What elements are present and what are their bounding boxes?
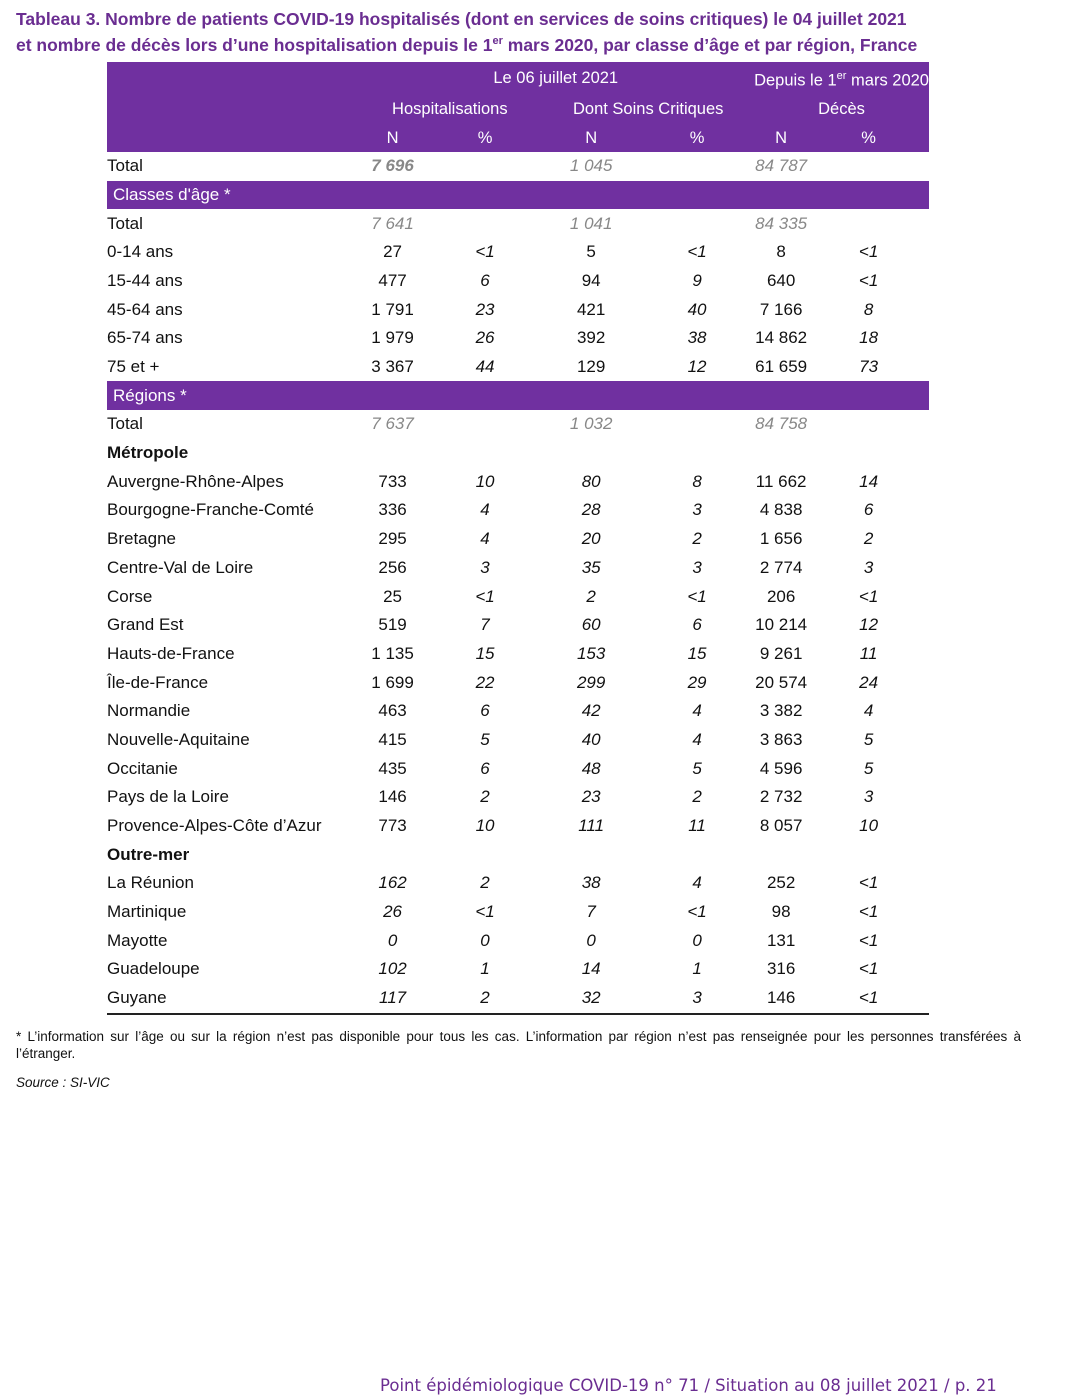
title-line-2: et nombre de décès lors d’une hospitalisation depuis le 1er mars 2020, par classe d’âge et par région, France bbox=[16, 34, 918, 55]
deces-n-cell: 84 758 bbox=[755, 414, 808, 434]
deces-n-cell: 84 787 bbox=[755, 156, 808, 176]
subgroup-outremer bbox=[107, 840, 929, 869]
hosp-n-cell: 295 bbox=[378, 529, 407, 549]
sc-pct-cell: 0 bbox=[692, 930, 702, 950]
sc-pct-cell: 2 bbox=[692, 787, 702, 807]
header-deces: Décès bbox=[754, 95, 929, 124]
page-footer: Point épidémiologique COVID-19 n° 71 / Situation au 08 juillet 2021 / p. 21 bbox=[380, 1376, 997, 1395]
deces-n-cell: 4 596 bbox=[759, 758, 803, 778]
section-regions bbox=[107, 381, 929, 410]
table-row bbox=[107, 668, 929, 697]
deces-pct-cell: <1 bbox=[858, 873, 879, 893]
deces-pct-cell: 8 bbox=[863, 299, 874, 319]
row-label: Total bbox=[107, 414, 143, 434]
deces-pct-cell: 18 bbox=[859, 328, 879, 348]
deces-pct-cell: <1 bbox=[808, 984, 929, 1014]
sc-n-cell: 129 bbox=[576, 357, 606, 377]
table-row bbox=[107, 640, 929, 669]
table-row bbox=[107, 926, 929, 955]
deces-pct-cell bbox=[808, 152, 929, 181]
row-label: Pays de la Loire bbox=[107, 787, 229, 807]
row-label: 0-14 ans bbox=[107, 242, 174, 262]
hosp-n-cell: 102 bbox=[378, 959, 407, 979]
deces-pct-cell: 5 bbox=[863, 758, 874, 778]
deces-pct-cell: 6 bbox=[863, 500, 874, 520]
sc-n-cell: 421 bbox=[576, 299, 606, 319]
deces-pct-cell: 11 bbox=[859, 643, 878, 663]
header-col-n: N bbox=[542, 123, 640, 152]
hosp-pct-cell: <1 bbox=[475, 586, 495, 606]
hosp-n-cell: 1 791 bbox=[371, 299, 414, 319]
header-row-groups bbox=[107, 95, 929, 124]
table-row bbox=[107, 554, 929, 583]
sc-n-cell: 80 bbox=[581, 471, 601, 491]
hosp-pct-cell: 2 bbox=[480, 787, 490, 807]
hosp-pct-cell: 6 bbox=[480, 758, 490, 778]
table-row bbox=[107, 697, 929, 726]
hosp-pct-cell: 1 bbox=[480, 959, 490, 979]
deces-pct-cell: <1 bbox=[858, 242, 879, 262]
row-label: Martinique bbox=[107, 902, 187, 922]
hosp-n-cell: 463 bbox=[378, 701, 407, 721]
row-label: Bretagne bbox=[107, 529, 176, 549]
deces-pct-cell: 24 bbox=[859, 672, 879, 692]
sc-pct-cell bbox=[640, 410, 754, 439]
table-row bbox=[107, 984, 929, 1014]
hosp-pct-cell: 2 bbox=[480, 873, 490, 893]
header-period-1: Le 06 juillet 2021 bbox=[357, 62, 754, 95]
data-table bbox=[107, 62, 929, 1015]
deces-n-cell: 2 774 bbox=[759, 557, 803, 577]
hosp-n-cell: 477 bbox=[378, 270, 407, 290]
source-note: Source : SI-VIC bbox=[16, 1075, 110, 1090]
hosp-n-cell: 773 bbox=[378, 816, 407, 836]
sc-pct-cell: 12 bbox=[687, 357, 707, 377]
hosp-pct-cell: <1 bbox=[475, 242, 495, 262]
subgroup-label: Outre-mer bbox=[107, 844, 190, 864]
sc-n-cell: 2 bbox=[586, 586, 596, 606]
row-label: La Réunion bbox=[107, 873, 194, 893]
section-label: Régions * bbox=[107, 381, 929, 410]
sc-n-cell: 111 bbox=[578, 816, 605, 836]
deces-n-cell: 4 838 bbox=[759, 500, 803, 520]
deces-pct-cell: 4 bbox=[863, 701, 874, 721]
sc-pct-cell bbox=[640, 152, 754, 181]
hosp-pct-cell: 6 bbox=[480, 701, 490, 721]
sc-pct-cell: 3 bbox=[692, 500, 702, 520]
row-label: 65-74 ans bbox=[107, 328, 183, 348]
deces-n-cell: 2 732 bbox=[759, 787, 803, 807]
table-row bbox=[107, 869, 929, 898]
sc-n-cell: 7 bbox=[586, 902, 596, 922]
row-label: Grand Est bbox=[107, 615, 184, 635]
hosp-n-cell: 162 bbox=[378, 873, 407, 893]
deces-n-cell: 20 574 bbox=[755, 672, 808, 692]
hosp-n-cell: 733 bbox=[378, 471, 407, 491]
hosp-pct-cell: 26 bbox=[475, 328, 495, 348]
deces-pct-cell: 14 bbox=[859, 471, 879, 491]
sc-n-cell: 153 bbox=[576, 643, 606, 663]
deces-n-cell: 98 bbox=[771, 902, 791, 922]
table-row bbox=[107, 353, 929, 382]
hosp-n-cell: 7 696 bbox=[371, 156, 414, 176]
deces-n-cell: 146 bbox=[754, 984, 808, 1014]
table-row bbox=[107, 898, 929, 927]
deces-n-cell: 7 166 bbox=[759, 299, 803, 319]
deces-pct-cell: <1 bbox=[858, 270, 879, 290]
deces-pct-cell: 73 bbox=[859, 357, 879, 377]
hosp-pct-cell: 3 bbox=[480, 557, 490, 577]
row-label: Mayotte bbox=[107, 930, 168, 950]
deces-pct-cell: 3 bbox=[863, 787, 874, 807]
deces-pct-cell bbox=[808, 209, 929, 238]
row-label: 75 et + bbox=[107, 357, 160, 377]
sc-pct-cell bbox=[640, 209, 754, 238]
hosp-pct-cell: 5 bbox=[480, 729, 490, 749]
hosp-n-cell: 117 bbox=[357, 984, 427, 1014]
deces-n-cell: 61 659 bbox=[755, 357, 808, 377]
sc-n-cell: 0 bbox=[586, 930, 596, 950]
sc-n-cell: 28 bbox=[581, 500, 601, 520]
sc-pct-cell: 11 bbox=[688, 816, 706, 836]
sc-n-cell: 5 bbox=[586, 242, 596, 262]
deces-n-cell: 9 261 bbox=[759, 643, 803, 663]
hosp-pct-cell: 22 bbox=[475, 672, 495, 692]
page-title bbox=[16, 8, 1066, 56]
table-row bbox=[107, 812, 929, 841]
deces-pct-cell bbox=[808, 410, 929, 439]
sc-pct-cell: 8 bbox=[692, 471, 702, 491]
subgroup-label: Métropole bbox=[107, 443, 189, 463]
hosp-pct-cell bbox=[428, 209, 543, 238]
table-row bbox=[107, 295, 929, 324]
table-row bbox=[107, 238, 929, 267]
hosp-n-cell: 1 979 bbox=[371, 328, 414, 348]
row-label: Total bbox=[107, 156, 143, 176]
table-row bbox=[107, 582, 929, 611]
sc-n-cell: 60 bbox=[581, 615, 601, 635]
sc-pct-cell: <1 bbox=[687, 242, 707, 262]
deces-n-cell: 316 bbox=[766, 959, 796, 979]
table-row bbox=[107, 955, 929, 984]
row-label: Occitanie bbox=[107, 758, 178, 778]
row-label: Nouvelle-Aquitaine bbox=[107, 729, 250, 749]
sc-pct-cell: 3 bbox=[692, 557, 702, 577]
row-label: Provence-Alpes-Côte d’Azur bbox=[107, 816, 322, 836]
row-label: Centre-Val de Loire bbox=[107, 557, 254, 577]
hosp-pct-cell: 0 bbox=[480, 930, 490, 950]
hosp-n-cell: 27 bbox=[383, 242, 403, 262]
total-row bbox=[107, 209, 929, 238]
hosp-n-cell: 25 bbox=[383, 586, 403, 606]
hosp-pct-cell: <1 bbox=[475, 902, 495, 922]
deces-n-cell: 252 bbox=[766, 873, 796, 893]
subgroup-metropole bbox=[107, 439, 929, 468]
deces-n-cell: 3 382 bbox=[759, 701, 803, 721]
header-col-pct: % bbox=[808, 123, 929, 152]
row-label: 45-64 ans bbox=[107, 299, 183, 319]
deces-n-cell: 84 335 bbox=[755, 213, 808, 233]
header-hospitalisations: Hospitalisations bbox=[357, 95, 542, 124]
sc-n-cell: 1 032 bbox=[569, 414, 613, 434]
sc-pct-cell: 1 bbox=[692, 959, 702, 979]
header-soins-critiques: Dont Soins Critiques bbox=[542, 95, 754, 124]
hosp-pct-cell: 44 bbox=[475, 357, 495, 377]
sc-pct-cell: 4 bbox=[692, 729, 702, 749]
deces-n-cell: 10 214 bbox=[755, 615, 808, 635]
hosp-n-cell: 1 699 bbox=[371, 672, 414, 692]
hosp-n-cell: 415 bbox=[378, 729, 407, 749]
sc-pct-cell: 3 bbox=[640, 984, 754, 1014]
header-row-columns bbox=[107, 123, 929, 152]
deces-n-cell: 131 bbox=[766, 930, 796, 950]
sc-pct-cell: 40 bbox=[687, 299, 707, 319]
deces-n-cell: 8 bbox=[776, 242, 786, 262]
footnote: * L’information sur l’âge ou sur la région n’est pas disponible pour tous les cas. L’information par région n’est pas renseignée pour les personnes transférées à l’étranger. bbox=[16, 1029, 1021, 1061]
sc-pct-cell: 6 bbox=[692, 615, 702, 635]
deces-pct-cell: 10 bbox=[859, 816, 879, 836]
row-label: 15-44 ans bbox=[107, 270, 183, 290]
hosp-pct-cell: 23 bbox=[475, 299, 495, 319]
row-label: Total bbox=[107, 213, 143, 233]
header-col-pct: % bbox=[428, 123, 543, 152]
sc-n-cell: 38 bbox=[581, 873, 601, 893]
section-age bbox=[107, 181, 929, 210]
table-row bbox=[107, 324, 929, 353]
hosp-n-cell: 336 bbox=[378, 500, 407, 520]
table-row bbox=[107, 467, 929, 496]
hosp-n-cell: 146 bbox=[378, 787, 407, 807]
deces-n-cell: 3 863 bbox=[759, 729, 803, 749]
hosp-n-cell: 435 bbox=[378, 758, 407, 778]
sc-n-cell: 1 041 bbox=[569, 213, 613, 233]
row-label: Guyane bbox=[107, 984, 357, 1014]
sc-pct-cell: 15 bbox=[687, 643, 707, 663]
hosp-pct-cell: 4 bbox=[480, 529, 490, 549]
sc-n-cell: 20 bbox=[581, 529, 601, 549]
deces-pct-cell: 3 bbox=[863, 557, 874, 577]
row-label: Normandie bbox=[107, 701, 191, 721]
hosp-pct-cell: 2 bbox=[428, 984, 543, 1014]
table-row bbox=[107, 496, 929, 525]
row-label: Île-de-France bbox=[107, 672, 209, 692]
deces-n-cell: 1 656 bbox=[759, 529, 803, 549]
sc-pct-cell: 4 bbox=[692, 873, 702, 893]
sc-pct-cell: <1 bbox=[687, 586, 707, 606]
sc-pct-cell: 4 bbox=[692, 701, 702, 721]
deces-pct-cell: <1 bbox=[858, 586, 879, 606]
deces-pct-cell: <1 bbox=[858, 930, 879, 950]
sc-n-cell: 299 bbox=[576, 672, 606, 692]
header-col-n: N bbox=[357, 123, 427, 152]
table-row bbox=[107, 525, 929, 554]
hosp-pct-cell: 15 bbox=[475, 643, 495, 663]
sc-n-cell: 32 bbox=[542, 984, 640, 1014]
hosp-pct-cell: 10 bbox=[475, 816, 495, 836]
deces-pct-cell: 12 bbox=[859, 615, 879, 635]
table-row bbox=[107, 754, 929, 783]
row-label: Guadeloupe bbox=[107, 959, 200, 979]
title-line-1: Tableau 3. Nombre de patients COVID-19 hospitalisés (dont en services de soins critiques) le 04 juillet 2021 bbox=[16, 9, 907, 29]
hosp-pct-cell bbox=[428, 410, 543, 439]
hosp-pct-cell: 6 bbox=[480, 270, 490, 290]
deces-pct-cell: 2 bbox=[863, 529, 874, 549]
sc-n-cell: 40 bbox=[581, 729, 601, 749]
sc-n-cell: 1 045 bbox=[569, 156, 613, 176]
sc-pct-cell: 9 bbox=[692, 270, 702, 290]
header-period-2: Depuis le 1er mars 2020 bbox=[754, 62, 929, 95]
hosp-n-cell: 3 367 bbox=[371, 357, 414, 377]
sc-pct-cell: <1 bbox=[687, 902, 707, 922]
hosp-n-cell: 519 bbox=[378, 615, 407, 635]
sc-n-cell: 48 bbox=[581, 758, 601, 778]
sc-pct-cell: 38 bbox=[687, 328, 707, 348]
hosp-pct-cell: 7 bbox=[480, 615, 490, 635]
deces-n-cell: 14 862 bbox=[755, 328, 808, 348]
deces-n-cell: 11 662 bbox=[755, 471, 807, 491]
sc-n-cell: 392 bbox=[576, 328, 606, 348]
table-row bbox=[107, 611, 929, 640]
row-label: Corse bbox=[107, 586, 153, 606]
sc-pct-cell: 5 bbox=[692, 758, 702, 778]
hosp-n-cell: 256 bbox=[378, 557, 407, 577]
total-row bbox=[107, 410, 929, 439]
total-row bbox=[107, 152, 929, 181]
hosp-n-cell: 7 641 bbox=[371, 213, 414, 233]
sc-n-cell: 23 bbox=[581, 787, 601, 807]
hosp-pct-cell bbox=[428, 152, 543, 181]
sc-n-cell: 94 bbox=[581, 270, 601, 290]
table-row bbox=[107, 783, 929, 812]
deces-pct-cell: <1 bbox=[858, 902, 879, 922]
header-col-n: N bbox=[754, 123, 808, 152]
header-row-period bbox=[107, 62, 929, 95]
row-label: Hauts-de-France bbox=[107, 643, 235, 663]
hosp-pct-cell: 10 bbox=[475, 471, 495, 491]
section-label: Classes d'âge * bbox=[107, 181, 929, 210]
table-row bbox=[107, 726, 929, 755]
row-label: Bourgogne-Franche-Comté bbox=[107, 500, 314, 520]
sc-n-cell: 42 bbox=[581, 701, 601, 721]
hosp-pct-cell: 4 bbox=[480, 500, 490, 520]
sc-n-cell: 35 bbox=[581, 557, 601, 577]
deces-n-cell: 8 057 bbox=[759, 816, 803, 836]
hosp-n-cell: 7 637 bbox=[371, 414, 414, 434]
table-row bbox=[107, 267, 929, 296]
header-col-pct: % bbox=[640, 123, 754, 152]
sc-pct-cell: 2 bbox=[692, 529, 702, 549]
deces-n-cell: 640 bbox=[766, 270, 796, 290]
hosp-n-cell: 0 bbox=[387, 930, 398, 950]
sc-n-cell: 14 bbox=[581, 959, 601, 979]
hosp-n-cell: 1 135 bbox=[371, 643, 414, 663]
hosp-n-cell: 26 bbox=[383, 902, 403, 922]
deces-pct-cell: 5 bbox=[863, 729, 874, 749]
row-label: Auvergne-Rhône-Alpes bbox=[107, 471, 284, 491]
deces-pct-cell: <1 bbox=[858, 959, 879, 979]
deces-n-cell: 206 bbox=[766, 586, 796, 606]
sc-pct-cell: 29 bbox=[687, 672, 707, 692]
